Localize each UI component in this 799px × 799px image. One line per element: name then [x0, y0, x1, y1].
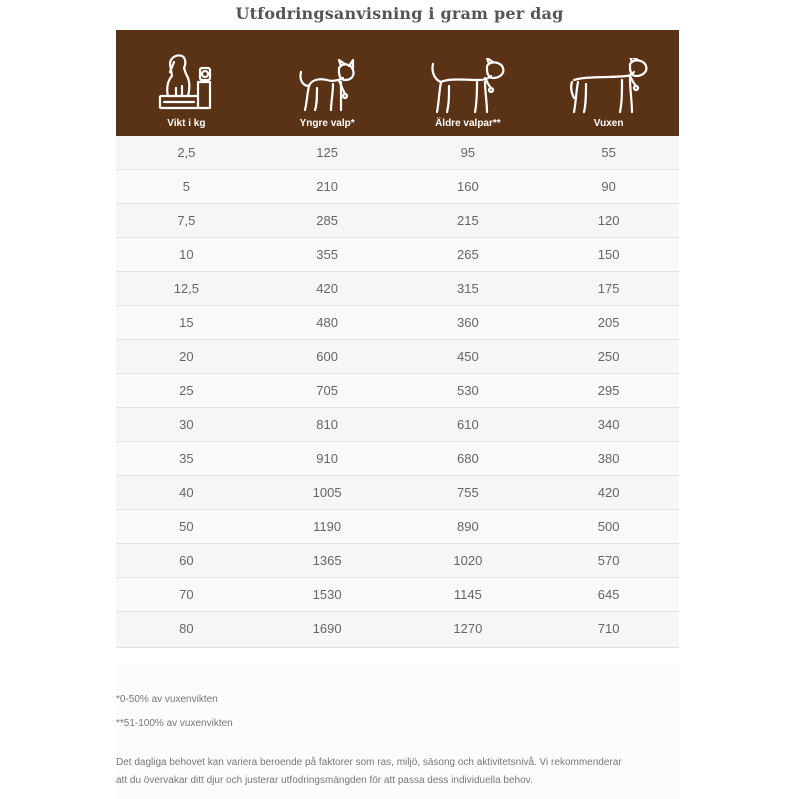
notes-section [116, 664, 679, 799]
table-row [116, 510, 679, 544]
cell-young: 450 [457, 349, 479, 364]
disclaimer-line: Det dagliga behovet kan variera beroende på faktorer som ras, miljö, säsong och aktivitetsnivå. Vi rekommenderar [116, 757, 622, 768]
cell-adult: 205 [597, 315, 620, 330]
cell-adult: 420 [597, 485, 620, 500]
table-header [116, 30, 679, 136]
cell-puppy: 810 [316, 417, 338, 432]
header-label-puppy: Yngre valp* [299, 118, 355, 129]
cell-young: 95 [460, 145, 476, 160]
cell-puppy: 1530 [312, 587, 342, 602]
cell-weight: 40 [179, 485, 194, 500]
cell-adult: 380 [597, 451, 620, 466]
cell-young: 610 [457, 417, 479, 432]
cell-adult: 120 [597, 213, 620, 228]
table-row [116, 238, 679, 272]
cell-weight: 30 [179, 417, 194, 432]
feeding-table [116, 30, 679, 648]
cell-weight: 50 [179, 519, 194, 534]
table-row [116, 408, 679, 442]
header-weight [116, 30, 257, 136]
footnote-young-puppy: *0-50% av vuxenvikten [116, 694, 218, 705]
header-label-weight: Vikt i kg [167, 118, 206, 129]
cell-young: 755 [457, 485, 479, 500]
feeding-disclaimer [116, 754, 679, 790]
cell-adult: 55 [601, 145, 616, 160]
cell-weight: 2,5 [177, 145, 196, 160]
cell-young: 1145 [453, 587, 482, 602]
cell-puppy: 1190 [313, 519, 342, 534]
page-title: Utfodringsanvisning i gram per dag [235, 4, 564, 23]
cell-young: 265 [457, 247, 479, 262]
cell-puppy: 355 [316, 247, 338, 262]
table-row [116, 476, 679, 510]
cell-young: 160 [457, 179, 479, 194]
cell-adult: 90 [601, 179, 616, 194]
cell-adult: 295 [597, 383, 620, 398]
disclaimer-line: att du övervakar ditt djur och justerar utfodringsmängden för att passa dess individuella behov. [116, 775, 533, 786]
puppy-icon [295, 58, 359, 114]
dog-on-scale-icon [156, 52, 216, 114]
table-row [116, 374, 679, 408]
cell-weight: 35 [179, 451, 194, 466]
cell-weight: 80 [179, 621, 194, 636]
cell-weight: 10 [179, 247, 194, 262]
cell-puppy: 1005 [312, 485, 342, 500]
cell-puppy: 1365 [312, 553, 342, 568]
cell-young: 1270 [453, 621, 483, 636]
cell-adult: 340 [597, 417, 620, 432]
cell-young: 1020 [453, 553, 483, 568]
cell-weight: 12,5 [173, 281, 200, 296]
header-label-young-dog: Äldre valpar** [435, 118, 501, 129]
cell-adult: 250 [597, 349, 620, 364]
header-adult [538, 30, 679, 136]
table-row [116, 578, 679, 612]
cell-adult: 175 [597, 281, 620, 296]
table-row [116, 340, 679, 374]
cell-weight: 20 [179, 349, 194, 364]
cell-puppy: 420 [316, 281, 338, 296]
footnote-older-puppy: **51-100% av vuxenvikten [116, 718, 233, 729]
table-row [116, 170, 679, 204]
cell-puppy: 285 [316, 213, 338, 228]
cell-adult: 645 [597, 587, 620, 602]
adult-dog-icon [568, 58, 650, 114]
cell-puppy: 125 [316, 145, 338, 160]
table-row [116, 272, 679, 306]
cell-puppy: 1690 [312, 621, 342, 636]
cell-adult: 150 [597, 247, 620, 262]
table-row [116, 306, 679, 340]
header-young-dog [398, 30, 539, 136]
cell-puppy: 210 [316, 179, 338, 194]
cell-weight: 60 [179, 553, 194, 568]
cell-weight: 7,5 [177, 213, 196, 228]
cell-young: 680 [457, 451, 479, 466]
cell-young: 215 [457, 213, 479, 228]
cell-puppy: 600 [316, 349, 338, 364]
cell-puppy: 910 [316, 451, 338, 466]
table-row [116, 442, 679, 476]
cell-young: 530 [457, 383, 479, 398]
cell-puppy: 480 [316, 315, 338, 330]
cell-adult: 570 [597, 553, 620, 568]
table-body [116, 136, 679, 648]
table-row [116, 204, 679, 238]
header-label-adult: Vuxen [593, 118, 624, 129]
cell-weight: 70 [179, 587, 194, 602]
cell-adult: 710 [597, 621, 620, 636]
cell-young: 890 [457, 519, 479, 534]
young-dog-icon [429, 58, 507, 114]
header-puppy [257, 30, 398, 136]
table-row [116, 136, 679, 170]
cell-adult: 500 [597, 519, 620, 534]
cell-weight: 5 [182, 179, 190, 194]
table-row [116, 544, 679, 578]
cell-young: 360 [457, 315, 479, 330]
table-row [116, 612, 679, 648]
cell-weight: 15 [179, 315, 194, 330]
cell-young: 315 [457, 281, 479, 296]
cell-puppy: 705 [316, 383, 338, 398]
cell-weight: 25 [179, 383, 194, 398]
